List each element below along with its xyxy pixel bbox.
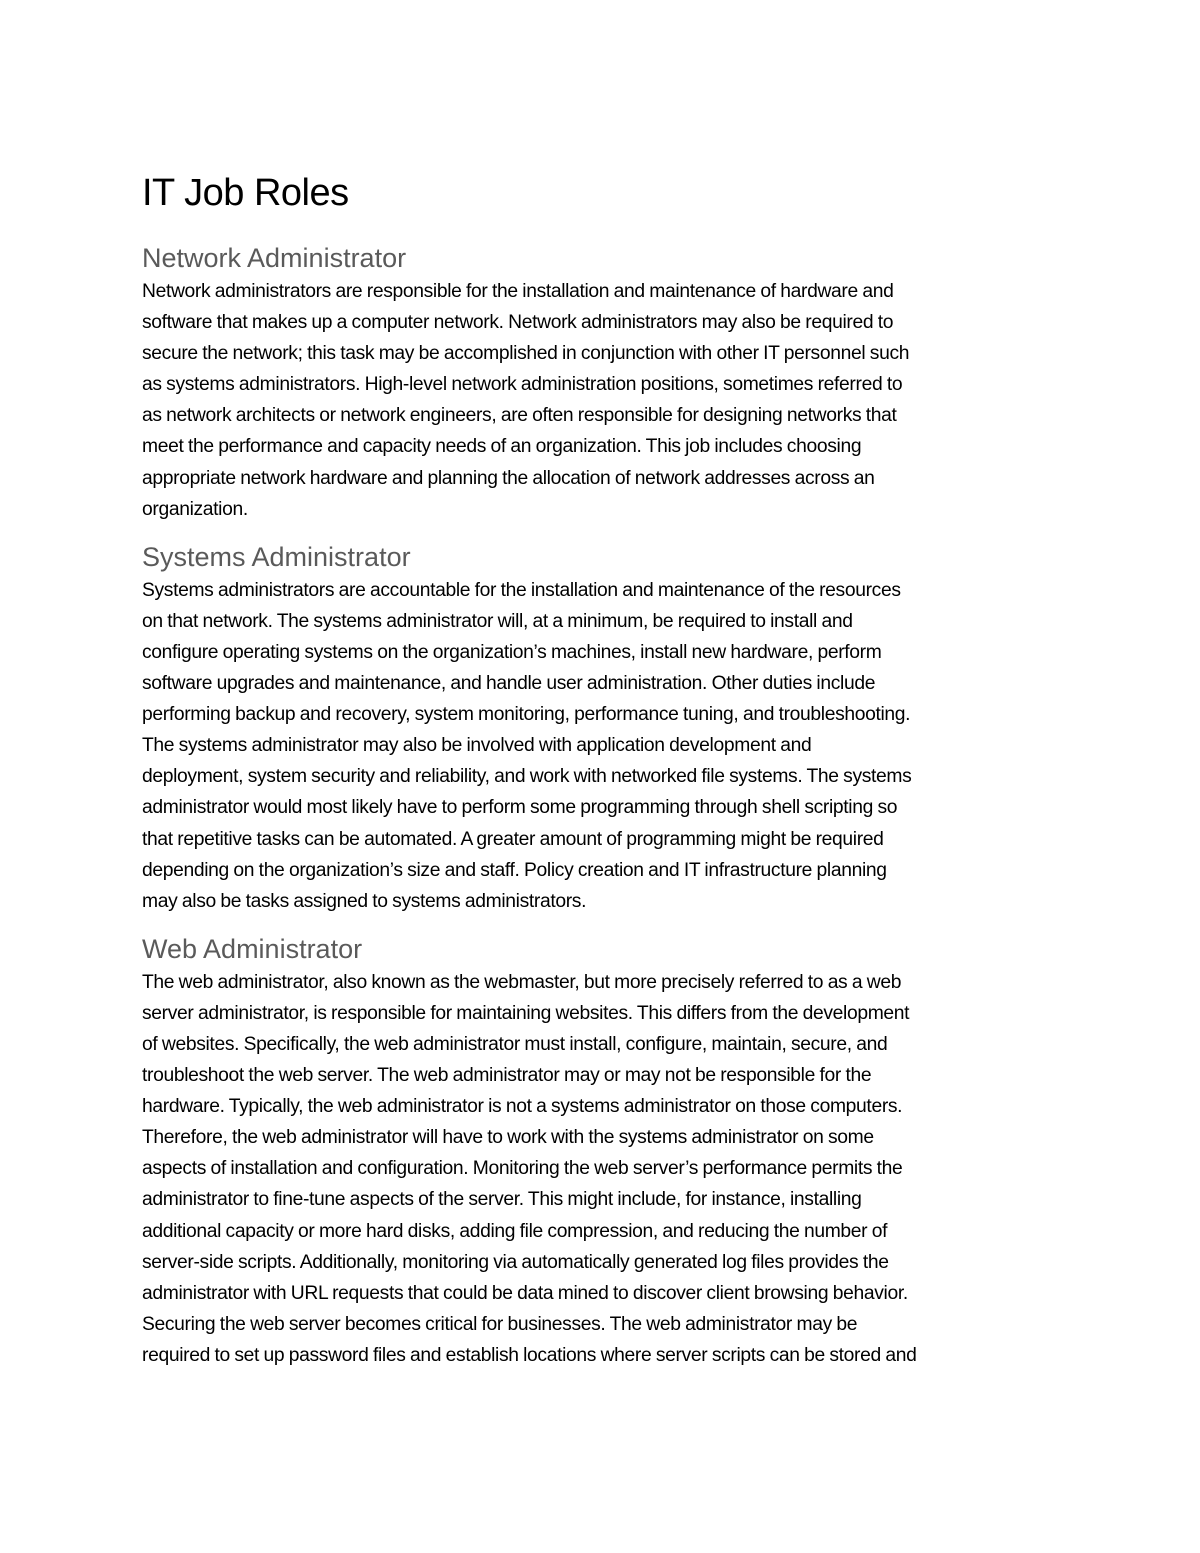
document-title: IT Job Roles (142, 172, 349, 214)
body-line: meet the performance and capacity needs of an organization. This job includes choosing (142, 436, 862, 458)
body-line: Therefore, the web administrator will have to work with the systems administrator on some (142, 1127, 874, 1149)
body-line: administrator would most likely have to perform some programming through shell scripting so (142, 797, 898, 819)
body-line: organization. (142, 498, 248, 520)
body-line: as network architects or network engineers, are often responsible for designing networks that (142, 405, 897, 427)
section-network-administrator (142, 240, 1067, 525)
body-line: that repetitive tasks can be automated. A greater amount of programming might be required (142, 828, 884, 850)
body-line: secure the network; this task may be accomplished in conjunction with other IT personnel such (142, 343, 910, 365)
body-line: server-side scripts. Additionally, monitoring via automatically generated log files provides the (142, 1251, 889, 1273)
body-line: required to set up password files and establish locations where server scripts can be stored and (142, 1344, 917, 1366)
body-line: Systems administrators are accountable for the installation and maintenance of the resources (142, 579, 901, 601)
section-heading: Systems Administrator (142, 541, 411, 572)
body-line: administrator to fine-tune aspects of the server. This might include, for instance, installing (142, 1189, 862, 1211)
body-line: software that makes up a computer network. Network administrators may also be required to (142, 312, 894, 334)
body-line: The systems administrator may also be involved with application development and (142, 735, 812, 757)
body-line: configure operating systems on the organization’s machines, install new hardware, perform (142, 641, 882, 663)
body-line: performing backup and recovery, system monitoring, performance tuning, and troubleshooting. (142, 704, 911, 726)
body-line: may also be tasks assigned to systems administrators. (142, 890, 587, 912)
body-line: troubleshoot the web server. The web administrator may or may not be responsible for the (142, 1065, 872, 1087)
body-line: hardware. Typically, the web administrator is not a systems administrator on those computers. (142, 1096, 903, 1118)
document-page (142, 160, 1067, 1371)
body-line: software upgrades and maintenance, and handle user administration. Other duties include (142, 673, 876, 695)
body-line: server administrator, is responsible for maintaining websites. This differs from the development (142, 1002, 910, 1024)
body-line: depending on the organization’s size and staff. Policy creation and IT infrastructure planning (142, 859, 887, 881)
section-body (142, 967, 1067, 1371)
section-web-administrator (142, 931, 1067, 1371)
body-line: Securing the web server becomes critical for businesses. The web administrator may be (142, 1313, 858, 1335)
body-line: appropriate network hardware and planning the allocation of network addresses across an (142, 467, 875, 489)
body-line: aspects of installation and configuration. Monitoring the web server’s performance permits the (142, 1158, 903, 1180)
body-line: The web administrator, also known as the webmaster, but more precisely referred to as a web (142, 971, 902, 993)
body-line: on that network. The systems administrator will, at a minimum, be required to install and (142, 610, 853, 632)
body-line: deployment, system security and reliability, and work with networked file systems. The systems (142, 766, 912, 788)
body-line: as systems administrators. High-level network administration positions, sometimes referred to (142, 374, 903, 396)
body-line: Network administrators are responsible for the installation and maintenance of hardware and (142, 281, 894, 302)
body-line: administrator with URL requests that could be data mined to discover client browsing behavior. (142, 1282, 908, 1304)
section-systems-administrator (142, 539, 1067, 917)
section-body (142, 575, 1067, 917)
body-line: additional capacity or more hard disks, adding file compression, and reducing the number of (142, 1220, 888, 1242)
section-body (142, 276, 1067, 525)
section-heading: Network Administrator (142, 243, 407, 273)
section-heading: Web Administrator (142, 933, 363, 964)
body-line: of websites. Specifically, the web administrator must install, configure, maintain, secure, and (142, 1033, 888, 1055)
